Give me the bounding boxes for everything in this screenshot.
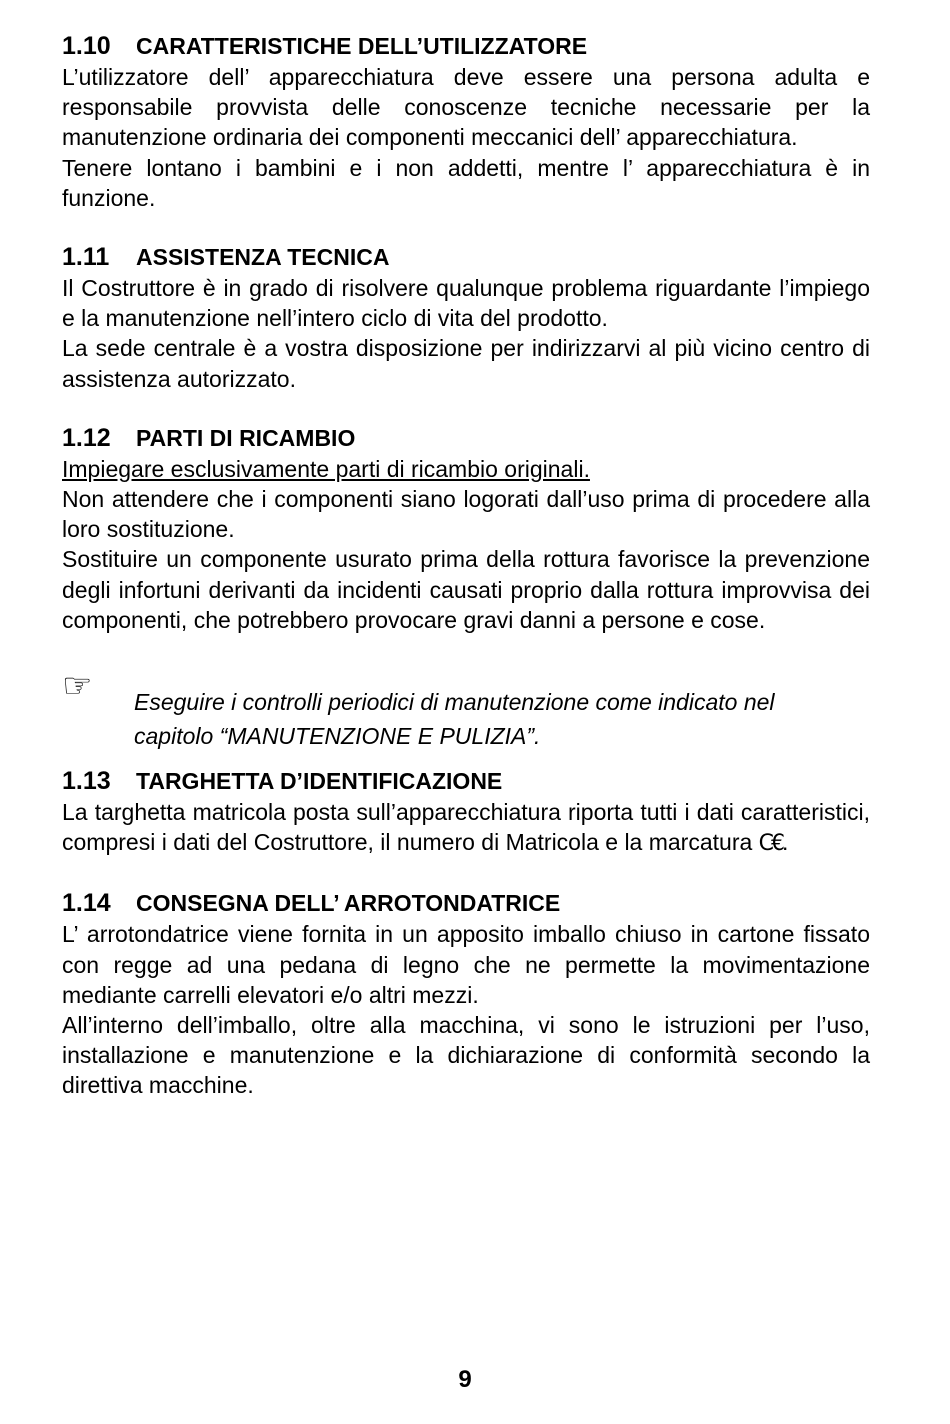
section-title: PARTI DI RICAMBIO	[136, 424, 356, 451]
note-line: Eseguire i controlli periodici di manutenzione come indicato nel	[134, 689, 775, 716]
section-number: 1.10	[62, 32, 111, 60]
paragraph: Non attendere che i componenti siano logorati dall’uso prima di procedere alla loro sostituzione.	[62, 486, 870, 543]
section-number: 1.12	[62, 423, 111, 452]
note-text	[134, 685, 775, 753]
section-title: TARGHETTA D’IDENTIFICAZIONE	[136, 768, 503, 795]
section-heading	[62, 241, 870, 273]
note-line: capitolo “MANUTENZIONE E PULIZIA”.	[134, 723, 541, 750]
section-title: ASSISTENZA TECNICA	[136, 244, 390, 271]
section-1-14	[62, 887, 870, 1100]
paragraph	[62, 797, 870, 859]
page-number: 9	[458, 1366, 472, 1393]
section-heading	[62, 422, 870, 454]
section-1-10	[62, 30, 870, 213]
paragraph: La sede centrale è a vostra disposizione per indirizzarvi al più vicino centro di assistenza autorizzato.	[62, 335, 870, 392]
maintenance-note	[62, 666, 870, 765]
section-number: 1.14	[62, 889, 111, 918]
underlined-instruction: Impiegare esclusivamente parti di ricambio originali.	[62, 455, 590, 482]
section-1-13	[62, 765, 870, 859]
section-heading	[62, 887, 870, 919]
pointing-hand-icon: ☞	[62, 666, 93, 707]
section-heading	[62, 765, 870, 797]
section-title: CARATTERISTICHE DELL’UTILIZZATORE	[136, 33, 588, 59]
ce-mark-icon: C€	[758, 831, 783, 857]
paragraph: All’interno dell’imballo, oltre alla macchina, vi sono le istruzioni per l’uso, installazione e manutenzione e la dichiarazione di conformità secondo la direttiva macchine.	[62, 1012, 870, 1099]
paragraph: L’utilizzatore dell’ apparecchiatura deve essere una persona adulta e responsabile provvista delle conoscenze tecniche necessarie per la manutenzione ordinaria dei componenti meccanici dell’ apparecchiatura.	[62, 64, 870, 151]
document-body	[62, 30, 870, 1101]
section-1-11	[62, 241, 870, 394]
section-title: CONSEGNA DELL’ ARROTONDATRICE	[136, 890, 561, 917]
paragraph: L’ arrotondatrice viene fornita in un apposito imballo chiuso in cartone fissato con regge ad una pedana di legno che ne permette la movimentazione mediante carrelli elevatori e/o altri mezzi.	[62, 921, 870, 1008]
section-heading	[62, 30, 870, 62]
paragraph: Tenere lontano i bambini e i non addetti, mentre l’ apparecchiatura è in funzione.	[62, 154, 870, 211]
paragraph: Il Costruttore è in grado di risolvere qualunque problema riguardante l’impiego e la manutenzione nell’intero ciclo di vita del prodotto.	[62, 275, 870, 332]
section-1-12	[62, 422, 870, 635]
paragraph-end: .	[782, 829, 789, 856]
section-number: 1.13	[62, 767, 111, 796]
paragraph-text: La targhetta matricola posta sull’apparecchiatura riporta tutti i dati caratteristici, compresi i dati del Costruttore, il numero di Matricola e la marcatura	[62, 799, 870, 856]
section-number: 1.11	[62, 243, 110, 272]
paragraph: Sostituire un componente usurato prima della rottura favorisce la prevenzione degli infortuni derivanti da incidenti causati proprio dalla rottura improvvisa dei componenti, che potrebbero provocare gravi danni a persone e cose.	[62, 546, 870, 633]
